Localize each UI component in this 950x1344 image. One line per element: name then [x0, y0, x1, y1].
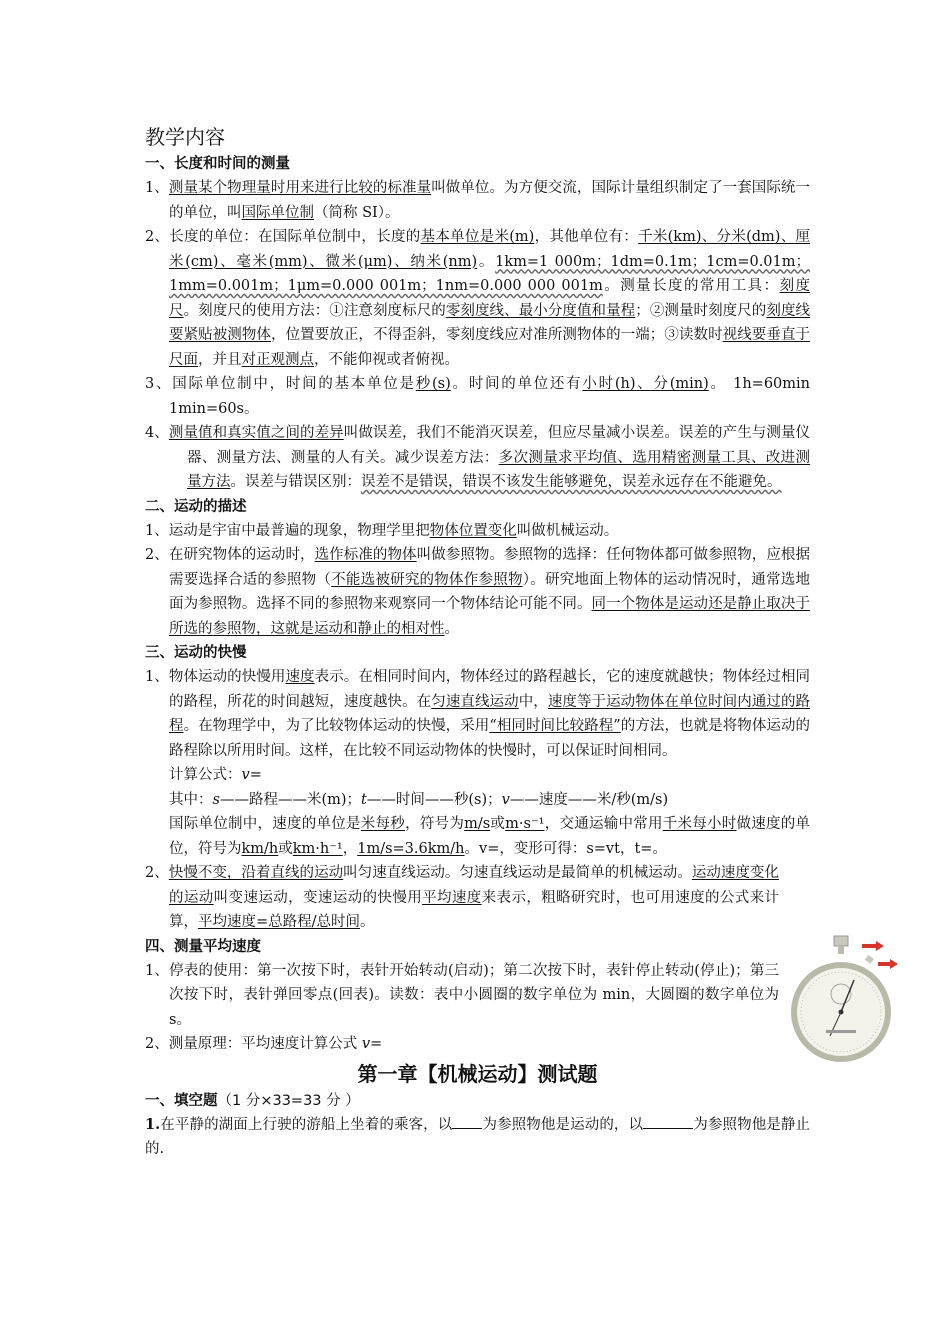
speed-formula: 计算公式：v= — [169, 767, 262, 783]
arrow-icon — [878, 959, 898, 969]
page-title: 教学内容 — [145, 125, 225, 149]
arrow-icon — [862, 941, 884, 951]
section-4-heading: 四、测量平均速度 — [145, 938, 261, 955]
s1-item-1: 1、测量某个物理量时用来进行比较的标准量叫做单位。为方便交流，国际计量组织制定了一套国际统一的单位，叫国际单位制（简称 SI）。 — [145, 180, 810, 221]
s1-item-4: 4、测量值和真实值之间的差异叫做误差，我们不能消灭误差，但应尽量减小误差。误差的产生与测量仪器、测量方法、测量的人有关。减少误差方法：多次测量求平均值、选用精密测量工具、改进测量方法。误差与错误区别：误差不是错误，错误不该发生能够避免，误差永远存在不能避免。 — [145, 425, 810, 490]
question-1: 1.在平静的湖面上行驶的游船上坐着的乘客，以 为参照物他是运动的，以 为参照物他是静止的. — [145, 1115, 811, 1157]
stopwatch-icon — [790, 932, 902, 1070]
s3-item-1: 1、物体运动的快慢用速度表示。在相同时间内，物体经过的路程越长，它的速度就越快；物体经过相同的路程，所花的时间越短，速度越快。在匀速直线运动中，速度等于运动物体在单位时间内通过的路程。在物理学中，为了比较物体运动的快慢，采用“相同时间比较路程”的方法，也就是将物体运动的路程除以所用时间。这样，在比较不同运动物体的快慢时，可以保证时间相同。 — [145, 669, 811, 759]
answer-blank-1[interactable] — [452, 1114, 482, 1129]
s2-item-2: 2、在研究物体的运动时，选作标准的物体叫做参照物。参照物的选择：任何物体都可做参照物，应根据需要选择合适的参照物（不能选被研究的物体作参照物）。研究地面上物体的运动情况时，通常选地面为参照物。选择不同的参照物来观察同一个物体结论可能不同。同一个物体是运动还是静止取决于所选的参照物，这就是运动和静止的相对性。 — [145, 547, 811, 637]
s4-item-2: 2、测量原理：平均速度计算公式 v= — [145, 1036, 383, 1052]
chapter-title: 第一章【机械运动】测试题 — [357, 1061, 598, 1086]
s1-item-2: 2、长度的单位：在国际单位制中，长度的基本单位是米(m)，其他单位有：千米(km)、分米(dm)、厘米(cm)、毫米(mm)、微米(μm)、纳米(nm)。1km=1 000m；1dm=0.1m；1cm=0.01m；1mm=0.001m；1μm=0.000 001m；1nm=0.000 000 001m。测量长度的常用工具：刻度尺。刻度尺的使用方法：①注意刻度标尺的零刻度线、最小分度值和量程；②测量时刻度尺的刻度线要紧贴被测物体，位置要放正，不得歪斜，零刻度线应对准所测物体的一端；③读数时视线要垂直于尺面，并且对正观测点，不能仰视或者俯视。 — [145, 229, 811, 368]
section-2-heading: 二、运动的描述 — [145, 498, 247, 515]
speed-units: 国际单位制中，速度的单位是米每秒，符号为m/s或m·s⁻¹，交通运输中常用千米每小时做速度的单位，符号为km/h或km·h⁻¹，1m/s=3.6km/h。v=，变形可得：s=vt，t=。 — [169, 816, 811, 857]
formula-symbols: 其中：s——路程——米(m)；t——时间——秒(s)；v——速度——米/秒(m/s) — [169, 791, 669, 808]
answer-blank-2[interactable] — [643, 1114, 693, 1129]
fill-blank-heading: 一、填空题（1 分×33=33 分 ） — [145, 1092, 360, 1109]
document-body — [145, 124, 810, 1162]
section-3-heading: 三、运动的快慢 — [145, 645, 247, 661]
s1-item-3: 3、国际单位制中，时间的基本单位是秒(s)。时间的单位还有小时(h)、分(min)。 1h=60min 1min=60s。 — [145, 376, 811, 417]
s4-item-1: 1、停表的使用：第一次按下时，表针开始转动(启动)；第二次按下时，表针停止转动(停止)；第三次按下时，表针弹回零点(回表)。读数：表中小圆圈的数字单位为 min，大圆圈的数字单位为 s。 — [145, 962, 780, 1028]
s2-item-1: 1、运动是宇宙中最普遍的现象，物理学里把物体位置变化叫做机械运动。 — [145, 522, 619, 539]
section-1-heading: 一、长度和时间的测量 — [145, 156, 290, 172]
s3-item-2: 2、快慢不变，沿着直线的运动叫匀速直线运动。匀速直线运动是最简单的机械运动。运动速度变化的运动叫变速运动，变速运动的快慢用平均速度来表示，粗略研究时，也可用速度的公式来计算，平均速度=总路程/总时间。 — [145, 865, 780, 930]
